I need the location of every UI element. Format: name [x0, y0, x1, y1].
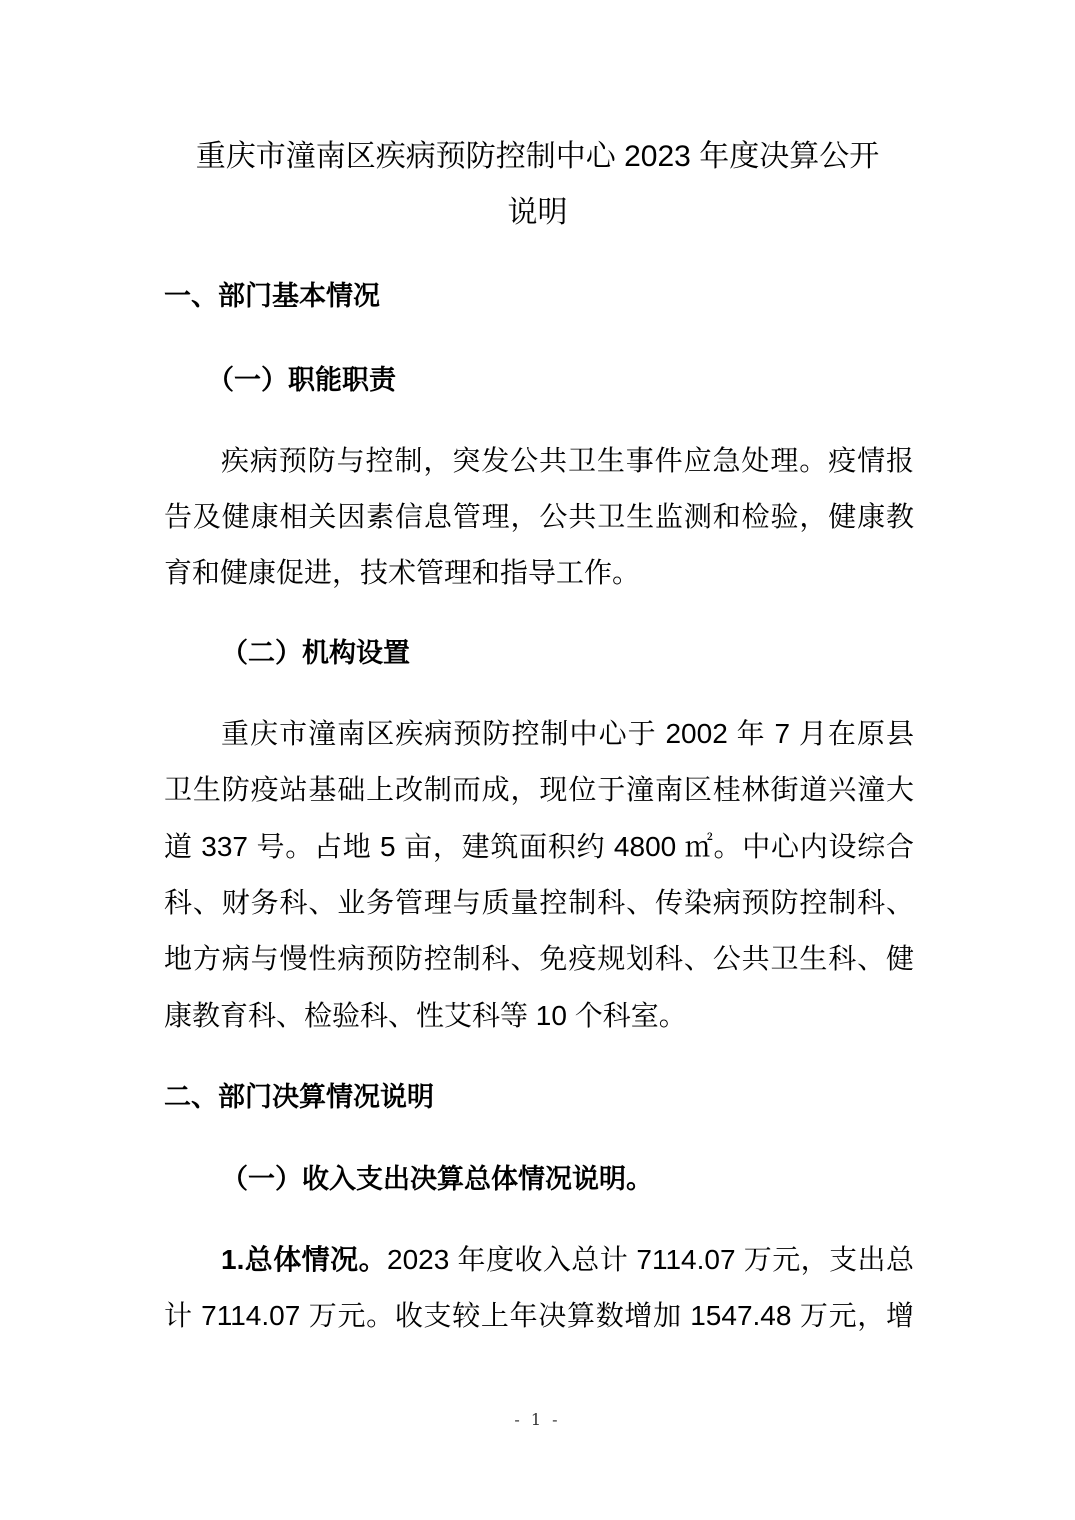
paragraph-line: 告及健康相关因素信息管理，公共卫生监测和检验，健康教: [164, 501, 914, 532]
lead-rest-text: 2023 年度收入总计 7114.07 万元，支出总: [387, 1244, 914, 1275]
section-1-2-heading: （二）机构设置: [221, 638, 410, 669]
paragraph-line: 地方病与慢性病预防控制科、免疫规划科、公共卫生科、健: [164, 943, 914, 974]
paragraph-line: [221, 1242, 914, 1278]
page-number: - 1 -: [514, 1410, 561, 1429]
paragraph-line: 计 7114.07 万元。收支较上年决算数增加 1547.48 万元，增: [164, 1300, 914, 1331]
section-2-heading: 二、部门决算情况说明: [164, 1082, 434, 1113]
paragraph-line: 康教育科、检验科、性艾科等 10 个科室。: [164, 1000, 687, 1031]
section-1-1-heading: （一）职能职责: [207, 365, 396, 396]
document-title-line-2: 说明: [507, 196, 568, 229]
lead-bold-text: 1.总体情况。: [221, 1244, 388, 1275]
paragraph-line: 育和健康促进，技术管理和指导工作。: [164, 557, 641, 588]
document-title-line-1: 重庆市潼南区疾病预防控制中心 2023 年度决算公开: [195, 140, 880, 173]
paragraph-line: 道 337 号。占地 5 亩，建筑面积约 4800 ㎡。中心内设综合: [164, 831, 914, 862]
paragraph-line: 卫生防疫站基础上改制而成，现位于潼南区桂林街道兴潼大: [164, 774, 914, 805]
section-2-1-heading: （一）收入支出决算总体情况说明。: [221, 1164, 653, 1195]
paragraph-line: 重庆市潼南区疾病预防控制中心于 2002 年 7 月在原县: [221, 718, 914, 749]
section-1-heading: 一、部门基本情况: [164, 281, 380, 312]
paragraph-line: 疾病预防与控制，突发公共卫生事件应急处理。疫情报: [221, 445, 914, 476]
paragraph-line: 科、财务科、业务管理与质量控制科、传染病预防控制科、: [164, 887, 914, 918]
